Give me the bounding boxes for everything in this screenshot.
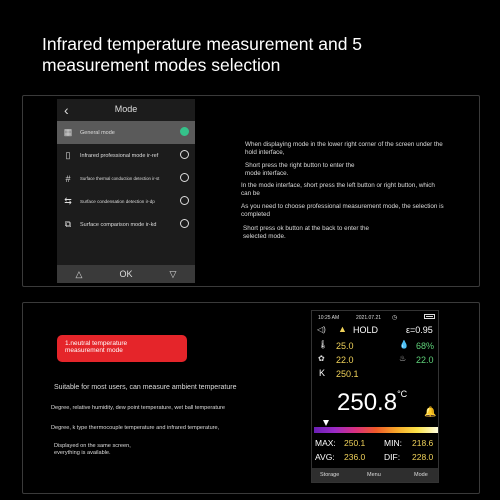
- battery-icon: [424, 314, 435, 319]
- heading-line-1: Infrared temperature measurement and 5: [42, 34, 363, 54]
- humidity-icon: 💧: [399, 340, 409, 349]
- max-value: 250.1: [344, 438, 366, 448]
- avg-value: 236.0: [344, 452, 366, 462]
- hold-label: HOLD: [353, 325, 379, 335]
- mode-screen-title: Mode: [114, 104, 138, 114]
- temperature-value: 25.0: [336, 341, 354, 351]
- min-value: 218.6: [412, 438, 434, 448]
- page-heading: [42, 34, 462, 76]
- radio-selected[interactable]: [180, 127, 189, 136]
- temperature-color-scale: [314, 427, 438, 433]
- compare-icon: ⧉: [64, 219, 72, 229]
- speaker-icon: ◁): [317, 325, 326, 334]
- instruction-4: As you need to choose professional measurement mode, the selection is completed: [241, 203, 444, 218]
- clock-icon: ◷: [392, 315, 398, 321]
- time: 10:25 AM: [318, 315, 340, 321]
- warning-icon: ▲: [338, 324, 347, 334]
- thermometer-screen: [311, 310, 439, 483]
- mode-item-ir-st[interactable]: [57, 167, 195, 190]
- avg-label: AVG:: [315, 452, 335, 462]
- dif-value: 228.0: [412, 452, 434, 462]
- wet-bulb-icon: ♨: [399, 354, 407, 363]
- date: 2021.07.21: [356, 315, 382, 321]
- mode-item-label: Surface thermal conduction detection ir-st: [80, 176, 160, 181]
- mode-item-label: Surface comparison mode ir-kd: [80, 221, 157, 228]
- neutral-mode-badge: 1.neutral temperature measurement mode: [57, 335, 187, 362]
- heading-line-2: measurement modes selection: [42, 55, 281, 75]
- mode-button[interactable]: Mode: [414, 472, 428, 478]
- instruction-1: When displaying mode in the lower right corner of the screen under the hold interface,: [245, 141, 443, 156]
- emissivity: ε=0.95: [406, 325, 433, 335]
- mode-item-label: Infrared professional mode ir-ref: [80, 152, 159, 159]
- dew-point-icon: ✿: [318, 354, 325, 363]
- down-arrow-icon[interactable]: ▽: [169, 268, 177, 279]
- neutral-line-2: Degree, k type thermocouple temperature and infrared temperature,: [51, 425, 220, 431]
- mode-item-label: Surface condensation detection ir-dp: [80, 199, 155, 204]
- k-label: K: [319, 368, 326, 378]
- mode-item-ir-kd[interactable]: [57, 213, 195, 236]
- mode-item-ir-dp[interactable]: [57, 190, 195, 213]
- k-value: 250.1: [336, 369, 359, 379]
- main-temperature-unit: °C: [397, 389, 408, 399]
- radio[interactable]: [180, 219, 189, 228]
- thermometer-icon: 🌡: [318, 340, 329, 349]
- max-label: MAX:: [315, 438, 336, 448]
- instruction-5: Short press ok button at the back to enter the selected mode.: [243, 225, 370, 240]
- mode-screen: [57, 99, 195, 283]
- menu-button[interactable]: Menu: [367, 472, 381, 478]
- mode-screen-nav: [57, 265, 195, 283]
- mode-screen-header: [57, 99, 195, 121]
- mode-item-general[interactable]: [57, 121, 195, 144]
- radio[interactable]: [180, 150, 189, 159]
- up-arrow-icon[interactable]: △: [75, 268, 83, 279]
- ok-button[interactable]: OK: [119, 269, 133, 279]
- grid-icon: ▦: [63, 127, 73, 137]
- humidity-value: 68%: [416, 341, 435, 351]
- back-icon[interactable]: ‹: [64, 102, 69, 118]
- device-softkey-bar: [312, 468, 438, 482]
- instruction-2: Short press the right button to enter the mode interface.: [245, 162, 355, 177]
- radio[interactable]: [180, 196, 189, 205]
- mode-item-label: General mode: [80, 129, 115, 136]
- instruction-3: In the mode interface, short press the left button or right button, which can be: [241, 182, 435, 197]
- bell-icon: 🔔: [424, 407, 437, 418]
- dif-label: DIF:: [384, 452, 401, 462]
- condensation-icon: ⇆: [64, 196, 72, 206]
- radio[interactable]: [180, 173, 189, 182]
- main-temperature: $250.8^{^\circ C}$: [337, 389, 408, 416]
- min-label: MIN:: [384, 438, 402, 448]
- hash-icon: #: [65, 173, 71, 184]
- neutral-line-1: Degree, relative humidity, dew point temperature, wet ball temperature: [51, 405, 226, 411]
- dew-point-value: 22.0: [336, 355, 354, 365]
- storage-button[interactable]: Storage: [320, 472, 340, 478]
- wet-bulb-value: 22.0: [416, 355, 434, 365]
- scale-pointer: [323, 420, 329, 426]
- phone-infrared-icon: ▯: [65, 150, 71, 160]
- mode-item-ir-ref[interactable]: [57, 144, 195, 167]
- suitable-text: Suitable for most users, can measure ambient temperature: [54, 384, 237, 391]
- neutral-line-3-4: Displayed on the same screen, everything is available.: [54, 443, 131, 456]
